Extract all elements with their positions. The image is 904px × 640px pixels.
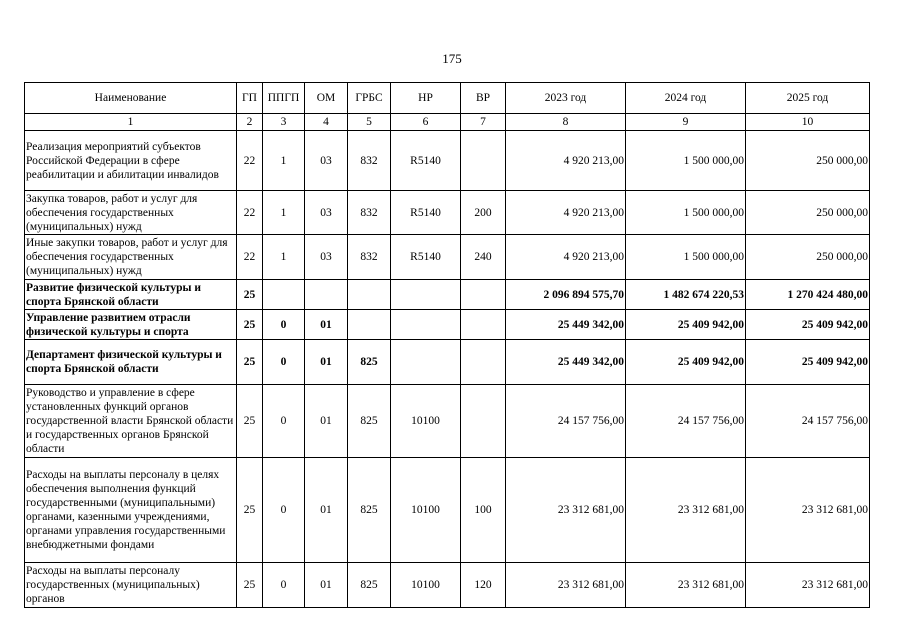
budget-table (24, 82, 870, 608)
column-number: 7 (461, 114, 506, 131)
cell-ppgp: 1 (263, 235, 305, 280)
column-number: 4 (305, 114, 348, 131)
column-number: 10 (746, 114, 870, 131)
cell-vr (461, 131, 506, 191)
cell-nr (391, 340, 461, 385)
row-name: Руководство и управление в сфере установленных функций органов государственной власти Брянской области и государственных органов Брянской области (25, 385, 237, 458)
cell-vr (461, 310, 506, 340)
cell-ppgp: 0 (263, 310, 305, 340)
row-name: Расходы на выплаты персоналу государственных (муниципальных) органов (25, 563, 237, 608)
cell-grbs: 825 (348, 458, 391, 563)
cell-2023: 2 096 894 575,70 (506, 280, 626, 310)
cell-om: 01 (305, 458, 348, 563)
cell-vr (461, 280, 506, 310)
cell-2023: 23 312 681,00 (506, 563, 626, 608)
cell-vr (461, 385, 506, 458)
cell-2024: 23 312 681,00 (626, 563, 746, 608)
cell-2025: 25 409 942,00 (746, 310, 870, 340)
cell-nr: R5140 (391, 235, 461, 280)
header-gp: ГП (237, 83, 263, 114)
cell-2024: 25 409 942,00 (626, 310, 746, 340)
column-number: 2 (237, 114, 263, 131)
cell-2023: 4 920 213,00 (506, 191, 626, 235)
cell-gp: 25 (237, 563, 263, 608)
table-row (25, 191, 870, 235)
cell-om: 03 (305, 235, 348, 280)
row-name: Иные закупки товаров, работ и услуг для обеспечения государственных (муниципальных) нужд (25, 235, 237, 280)
cell-2024: 1 500 000,00 (626, 191, 746, 235)
cell-vr: 100 (461, 458, 506, 563)
cell-vr: 120 (461, 563, 506, 608)
row-name: Развитие физической культуры и спорта Брянской области (25, 280, 237, 310)
cell-om: 03 (305, 131, 348, 191)
cell-om: 01 (305, 340, 348, 385)
cell-nr: 10100 (391, 563, 461, 608)
cell-ppgp: 0 (263, 458, 305, 563)
column-number: 9 (626, 114, 746, 131)
cell-vr (461, 340, 506, 385)
cell-2025: 25 409 942,00 (746, 340, 870, 385)
cell-2023: 25 449 342,00 (506, 310, 626, 340)
row-name: Управление развитием отрасли физической культуры и спорта (25, 310, 237, 340)
cell-om: 01 (305, 563, 348, 608)
header-grbs: ГРБС (348, 83, 391, 114)
cell-grbs: 825 (348, 563, 391, 608)
cell-2024: 1 500 000,00 (626, 235, 746, 280)
cell-2025: 250 000,00 (746, 235, 870, 280)
cell-nr: R5140 (391, 191, 461, 235)
cell-gp: 22 (237, 191, 263, 235)
cell-2024: 23 312 681,00 (626, 458, 746, 563)
page-number: 175 (442, 51, 462, 66)
header-om: ОМ (305, 83, 348, 114)
cell-2024: 24 157 756,00 (626, 385, 746, 458)
row-name: Департамент физической культуры и спорта Брянской области (25, 340, 237, 385)
cell-2025: 1 270 424 480,00 (746, 280, 870, 310)
cell-2025: 23 312 681,00 (746, 458, 870, 563)
cell-ppgp (263, 280, 305, 310)
cell-2023: 4 920 213,00 (506, 235, 626, 280)
cell-2024: 25 409 942,00 (626, 340, 746, 385)
cell-gp: 25 (237, 310, 263, 340)
cell-2025: 250 000,00 (746, 131, 870, 191)
cell-2025: 250 000,00 (746, 191, 870, 235)
column-number-row (25, 114, 870, 131)
cell-nr: 10100 (391, 458, 461, 563)
table-row (25, 340, 870, 385)
cell-nr: R5140 (391, 131, 461, 191)
cell-gp: 22 (237, 131, 263, 191)
cell-gp: 25 (237, 458, 263, 563)
table-row (25, 235, 870, 280)
cell-nr: 10100 (391, 385, 461, 458)
cell-2024: 1 482 674 220,53 (626, 280, 746, 310)
cell-gp: 25 (237, 280, 263, 310)
cell-2023: 23 312 681,00 (506, 458, 626, 563)
header-row (25, 83, 870, 114)
cell-gp: 22 (237, 235, 263, 280)
row-name: Расходы на выплаты персоналу в целях обеспечения выполнения функций государственными (муниципальными) органами, казенными учреждениями, органами управления государственными внебюджетными фондами (25, 458, 237, 563)
header-name: Наименование (25, 83, 237, 114)
row-name: Закупка товаров, работ и услуг для обеспечения государственных (муниципальных) нужд (25, 191, 237, 235)
column-number: 3 (263, 114, 305, 131)
header-2024: 2024 год (626, 83, 746, 114)
cell-grbs: 825 (348, 340, 391, 385)
cell-vr: 200 (461, 191, 506, 235)
cell-gp: 25 (237, 340, 263, 385)
column-number: 1 (25, 114, 237, 131)
cell-ppgp: 1 (263, 131, 305, 191)
cell-2023: 25 449 342,00 (506, 340, 626, 385)
cell-gp: 25 (237, 385, 263, 458)
cell-ppgp: 0 (263, 340, 305, 385)
cell-2023: 4 920 213,00 (506, 131, 626, 191)
cell-2025: 23 312 681,00 (746, 563, 870, 608)
column-number: 6 (391, 114, 461, 131)
cell-2023: 24 157 756,00 (506, 385, 626, 458)
header-ppgp: ППГП (263, 83, 305, 114)
table-row (25, 280, 870, 310)
table-row (25, 458, 870, 563)
cell-2024: 1 500 000,00 (626, 131, 746, 191)
table-row (25, 131, 870, 191)
header-nr: НР (391, 83, 461, 114)
cell-vr: 240 (461, 235, 506, 280)
cell-ppgp: 0 (263, 385, 305, 458)
cell-grbs: 832 (348, 235, 391, 280)
cell-om (305, 280, 348, 310)
cell-nr (391, 310, 461, 340)
cell-2025: 24 157 756,00 (746, 385, 870, 458)
table-row (25, 563, 870, 608)
cell-ppgp: 0 (263, 563, 305, 608)
cell-grbs: 825 (348, 385, 391, 458)
header-vr: ВР (461, 83, 506, 114)
cell-grbs (348, 310, 391, 340)
cell-om: 01 (305, 310, 348, 340)
cell-ppgp: 1 (263, 191, 305, 235)
cell-grbs (348, 280, 391, 310)
row-name: Реализация мероприятий субъектов Российской Федерации в сфере реабилитации и абилитации инвалидов (25, 131, 237, 191)
cell-grbs: 832 (348, 191, 391, 235)
table-row (25, 310, 870, 340)
cell-om: 03 (305, 191, 348, 235)
cell-nr (391, 280, 461, 310)
cell-om: 01 (305, 385, 348, 458)
cell-grbs: 832 (348, 131, 391, 191)
header-2023: 2023 год (506, 83, 626, 114)
column-number: 8 (506, 114, 626, 131)
column-number: 5 (348, 114, 391, 131)
header-2025: 2025 год (746, 83, 870, 114)
table-row (25, 385, 870, 458)
